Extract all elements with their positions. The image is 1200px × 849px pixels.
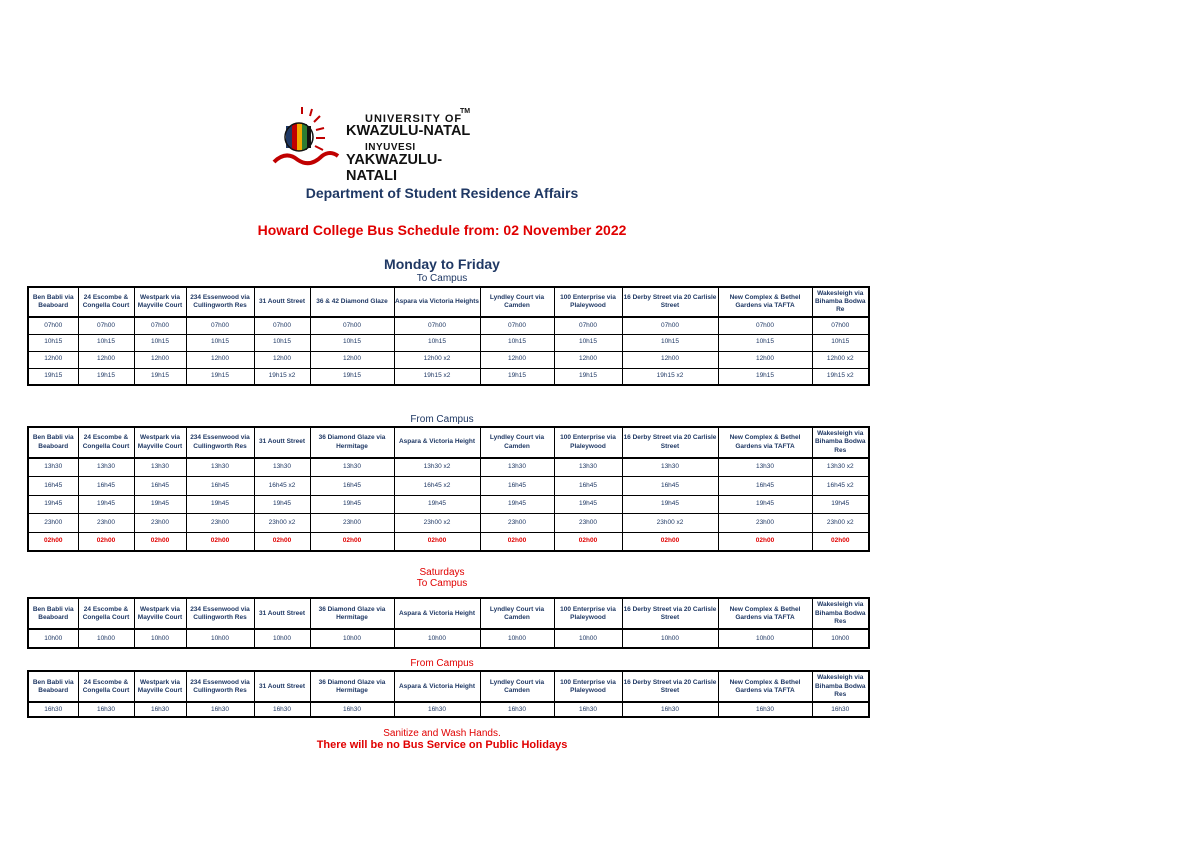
time-cell: 19h45 (186, 495, 254, 514)
saturday-from-campus-label: From Campus (410, 658, 474, 669)
column-header: 24 Escombe & Congella Court (78, 671, 134, 702)
column-header: Aspara via Victoria Heights (394, 287, 480, 317)
table-row (28, 702, 869, 717)
time-cell: 07h00 (310, 317, 394, 334)
logo-line1: UNIVERSITY OF (365, 113, 463, 125)
time-cell: 19h15 (186, 368, 254, 385)
column-header: 16 Derby Street via 20 Carlisle Street (622, 671, 718, 702)
time-cell: 10h00 (718, 629, 812, 648)
time-cell: 16h30 (812, 702, 869, 717)
column-header: 16 Derby Street via 20 Carlisle Street (622, 598, 718, 629)
time-cell: 16h30 (622, 702, 718, 717)
time-cell: 13h30 (718, 458, 812, 477)
time-cell: 19h15 (134, 368, 186, 385)
column-header: New Complex & Bethel Gardens via TAFTA (718, 598, 812, 629)
time-cell: 10h00 (310, 629, 394, 648)
time-cell: 19h45 (718, 495, 812, 514)
time-cell: 02h00 (812, 532, 869, 551)
header-row (28, 287, 869, 317)
time-cell: 16h45 (622, 477, 718, 496)
table-row (28, 495, 869, 514)
time-cell: 19h45 (812, 495, 869, 514)
column-header: 100 Enterprise via Plaleywood (554, 598, 622, 629)
time-cell: 23h00 x2 (254, 514, 310, 533)
table-row (28, 334, 869, 351)
column-header: Wakesleigh via Bihamba Bodwa Re (812, 287, 869, 317)
column-header: 100 Enterprise via Plaleywood (554, 287, 622, 317)
table-row (28, 368, 869, 385)
column-header: Ben Babli via Beaboard (28, 598, 78, 629)
time-cell: 13h30 (186, 458, 254, 477)
time-cell: 02h00 (254, 532, 310, 551)
column-header: Westpark via Mayville Court (134, 287, 186, 317)
time-cell: 02h00 (310, 532, 394, 551)
table-row (28, 351, 869, 368)
table-row (28, 532, 869, 551)
time-cell: 12h00 (554, 351, 622, 368)
time-cell: 02h00 (28, 532, 78, 551)
time-cell: 02h00 (718, 532, 812, 551)
time-cell: 19h15 (310, 368, 394, 385)
time-cell: 10h15 (254, 334, 310, 351)
header-row (28, 671, 869, 702)
time-cell: 16h30 (394, 702, 480, 717)
time-cell: 10h15 (186, 334, 254, 351)
time-cell: 19h45 (78, 495, 134, 514)
time-cell: 07h00 (480, 317, 554, 334)
time-cell: 02h00 (394, 532, 480, 551)
time-cell: 12h00 (310, 351, 394, 368)
time-cell: 10h15 (812, 334, 869, 351)
time-cell: 23h00 (134, 514, 186, 533)
time-cell: 10h00 (78, 629, 134, 648)
time-cell: 02h00 (134, 532, 186, 551)
logo-line2: KWAZULU-NATAL (346, 123, 471, 139)
time-cell: 16h45 (310, 477, 394, 496)
time-cell: 16h45 (554, 477, 622, 496)
time-cell: 16h30 (718, 702, 812, 717)
column-header: 100 Enterprise via Plaleywood (554, 671, 622, 702)
time-cell: 10h15 (480, 334, 554, 351)
saturdays-label: Saturdays (419, 567, 465, 578)
column-header: Westpark via Mayville Court (134, 671, 186, 702)
time-cell: 07h00 (554, 317, 622, 334)
time-cell: 07h00 (28, 317, 78, 334)
weekday-from-campus-label: From Campus (410, 414, 474, 425)
time-cell: 10h00 (812, 629, 869, 648)
time-cell: 13h30 (28, 458, 78, 477)
time-cell: 02h00 (78, 532, 134, 551)
time-cell: 16h30 (134, 702, 186, 717)
time-cell: 23h00 x2 (622, 514, 718, 533)
column-header: 234 Essenwood via Cullingworth Res (186, 287, 254, 317)
column-header: 31 Aoutt Street (254, 671, 310, 702)
time-cell: 07h00 (812, 317, 869, 334)
time-cell: 02h00 (480, 532, 554, 551)
column-header: 36 Diamond Glaze via Hermitage (310, 598, 394, 629)
time-cell: 16h30 (78, 702, 134, 717)
department-heading: Department of Student Residence Affairs (305, 185, 579, 201)
table-row (28, 514, 869, 533)
column-header: 24 Escombe & Congella Court (78, 598, 134, 629)
time-cell: 07h00 (134, 317, 186, 334)
time-cell: 12h00 (718, 351, 812, 368)
header-row (28, 427, 869, 458)
time-cell: 02h00 (622, 532, 718, 551)
time-cell: 16h45 x2 (254, 477, 310, 496)
column-header: Ben Babli via Beaboard (28, 427, 78, 458)
time-cell: 16h30 (28, 702, 78, 717)
column-header: Wakesleigh via Bihamba Bodwa Res (812, 427, 869, 458)
time-cell: 12h00 (78, 351, 134, 368)
time-cell: 13h30 (480, 458, 554, 477)
time-cell: 13h30 (254, 458, 310, 477)
time-cell: 23h00 (310, 514, 394, 533)
time-cell: 23h00 (78, 514, 134, 533)
time-cell: 16h30 (554, 702, 622, 717)
time-cell: 07h00 (718, 317, 812, 334)
column-header: Ben Babli via Beaboard (28, 671, 78, 702)
saturday-from-campus-table (27, 670, 870, 718)
time-cell: 10h00 (254, 629, 310, 648)
logo-trademark: TM (460, 108, 471, 115)
column-header: New Complex & Bethel Gardens via TAFTA (718, 287, 812, 317)
time-cell: 19h45 (622, 495, 718, 514)
table-row (28, 317, 869, 334)
time-cell: 23h00 (186, 514, 254, 533)
time-cell: 07h00 (394, 317, 480, 334)
time-cell: 12h00 (480, 351, 554, 368)
time-cell: 19h15 x2 (812, 368, 869, 385)
time-cell: 13h30 x2 (394, 458, 480, 477)
logo-line3: INYUVESI (365, 142, 416, 153)
column-header: 16 Derby Street via 20 Carlisle Street (622, 287, 718, 317)
sanitize-note: Sanitize and Wash Hands. (383, 728, 501, 739)
column-header: 36 Diamond Glaze via Hermitage (310, 671, 394, 702)
time-cell: 13h30 (134, 458, 186, 477)
time-cell: 07h00 (78, 317, 134, 334)
table-row (28, 458, 869, 477)
column-header: Lyndley Court via Camden (480, 671, 554, 702)
column-header: Lyndley Court via Camden (480, 598, 554, 629)
time-cell: 16h30 (480, 702, 554, 717)
time-cell: 23h00 (554, 514, 622, 533)
column-header: Aspara & Victoria Height (394, 427, 480, 458)
time-cell: 23h00 (480, 514, 554, 533)
ukzn-emblem-icon (272, 104, 342, 170)
time-cell: 23h00 x2 (812, 514, 869, 533)
time-cell: 10h00 (554, 629, 622, 648)
time-cell: 19h15 (554, 368, 622, 385)
time-cell: 16h45 x2 (394, 477, 480, 496)
days-heading: Monday to Friday (384, 256, 500, 272)
time-cell: 16h45 (28, 477, 78, 496)
time-cell: 19h45 (310, 495, 394, 514)
column-header: 31 Aoutt Street (254, 427, 310, 458)
column-header: 234 Essenwood via Cullingworth Res (186, 671, 254, 702)
column-header: Aspara & Victoria Height (394, 671, 480, 702)
time-cell: 02h00 (186, 532, 254, 551)
column-header: 24 Escombe & Congella Court (78, 287, 134, 317)
time-cell: 16h45 (718, 477, 812, 496)
time-cell: 10h15 (394, 334, 480, 351)
time-cell: 12h00 x2 (394, 351, 480, 368)
time-cell: 19h15 x2 (622, 368, 718, 385)
time-cell: 19h45 (394, 495, 480, 514)
table-row (28, 477, 869, 496)
time-cell: 10h15 (554, 334, 622, 351)
weekday-from-campus-table (27, 426, 870, 552)
university-logo (272, 104, 482, 184)
time-cell: 19h15 (480, 368, 554, 385)
column-header: Lyndley Court via Camden (480, 287, 554, 317)
time-cell: 02h00 (554, 532, 622, 551)
time-cell: 19h15 (78, 368, 134, 385)
time-cell: 13h30 (554, 458, 622, 477)
time-cell: 13h30 (310, 458, 394, 477)
time-cell: 19h45 (554, 495, 622, 514)
time-cell: 10h15 (134, 334, 186, 351)
time-cell: 19h15 (718, 368, 812, 385)
logo-line4: YAKWAZULU-NATALI (346, 152, 443, 184)
table-row (28, 629, 869, 648)
column-header: Ben Babli via Beaboard (28, 287, 78, 317)
weekday-to-campus-table (27, 286, 870, 386)
time-cell: 16h30 (186, 702, 254, 717)
time-cell: 23h00 (718, 514, 812, 533)
time-cell: 16h45 (186, 477, 254, 496)
time-cell: 12h00 (622, 351, 718, 368)
header-row (28, 598, 869, 629)
weekday-to-campus-label: To Campus (416, 273, 468, 284)
time-cell: 10h00 (28, 629, 78, 648)
column-header: Wakesleigh via Bihamba Bodwa Res (812, 671, 869, 702)
column-header: Aspara & Victoria Height (394, 598, 480, 629)
time-cell: 07h00 (254, 317, 310, 334)
time-cell: 19h45 (134, 495, 186, 514)
column-header: 31 Aoutt Street (254, 287, 310, 317)
column-header: 234 Essenwood via Cullingworth Res (186, 598, 254, 629)
column-header: 24 Escombe & Congella Court (78, 427, 134, 458)
time-cell: 23h00 x2 (394, 514, 480, 533)
time-cell: 10h15 (718, 334, 812, 351)
column-header: 36 & 42 Diamond Glaze (310, 287, 394, 317)
column-header: New Complex & Bethel Gardens via TAFTA (718, 671, 812, 702)
time-cell: 10h15 (622, 334, 718, 351)
column-header: 234 Essenwood via Cullingworth Res (186, 427, 254, 458)
time-cell: 16h45 (134, 477, 186, 496)
time-cell: 10h15 (78, 334, 134, 351)
column-header: Lyndley Court via Camden (480, 427, 554, 458)
time-cell: 07h00 (622, 317, 718, 334)
time-cell: 13h30 (622, 458, 718, 477)
public-holiday-note: There will be no Bus Service on Public Holidays (316, 739, 568, 751)
saturday-to-campus-table (27, 597, 870, 649)
time-cell: 13h30 x2 (812, 458, 869, 477)
column-header: 16 Derby Street via 20 Carlisle Street (622, 427, 718, 458)
time-cell: 19h45 (28, 495, 78, 514)
time-cell: 19h15 (28, 368, 78, 385)
time-cell: 16h45 x2 (812, 477, 869, 496)
schedule-title: Howard College Bus Schedule from: 02 November 2022 (257, 222, 627, 238)
time-cell: 10h00 (480, 629, 554, 648)
time-cell: 10h15 (310, 334, 394, 351)
time-cell: 10h00 (186, 629, 254, 648)
time-cell: 10h00 (394, 629, 480, 648)
time-cell: 19h45 (480, 495, 554, 514)
time-cell: 12h00 x2 (812, 351, 869, 368)
time-cell: 07h00 (186, 317, 254, 334)
column-header: Westpark via Mayville Court (134, 598, 186, 629)
saturday-to-campus-label: To Campus (416, 578, 468, 589)
time-cell: 10h00 (622, 629, 718, 648)
time-cell: 10h00 (134, 629, 186, 648)
time-cell: 16h45 (480, 477, 554, 496)
column-header: 36 Diamond Glaze via Hermitage (310, 427, 394, 458)
time-cell: 19h15 x2 (254, 368, 310, 385)
time-cell: 12h00 (254, 351, 310, 368)
time-cell: 16h45 (78, 477, 134, 496)
column-header: Westpark via Mayville Court (134, 427, 186, 458)
time-cell: 10h15 (28, 334, 78, 351)
column-header: Wakesleigh via Bihamba Bodwa Res (812, 598, 869, 629)
column-header: New Complex & Bethel Gardens via TAFTA (718, 427, 812, 458)
time-cell: 12h00 (186, 351, 254, 368)
time-cell: 19h15 x2 (394, 368, 480, 385)
time-cell: 19h45 (254, 495, 310, 514)
time-cell: 23h00 (28, 514, 78, 533)
column-header: 31 Aoutt Street (254, 598, 310, 629)
column-header: 100 Enterprise via Plaleywood (554, 427, 622, 458)
time-cell: 13h30 (78, 458, 134, 477)
time-cell: 12h00 (134, 351, 186, 368)
time-cell: 16h30 (310, 702, 394, 717)
time-cell: 16h30 (254, 702, 310, 717)
time-cell: 12h00 (28, 351, 78, 368)
